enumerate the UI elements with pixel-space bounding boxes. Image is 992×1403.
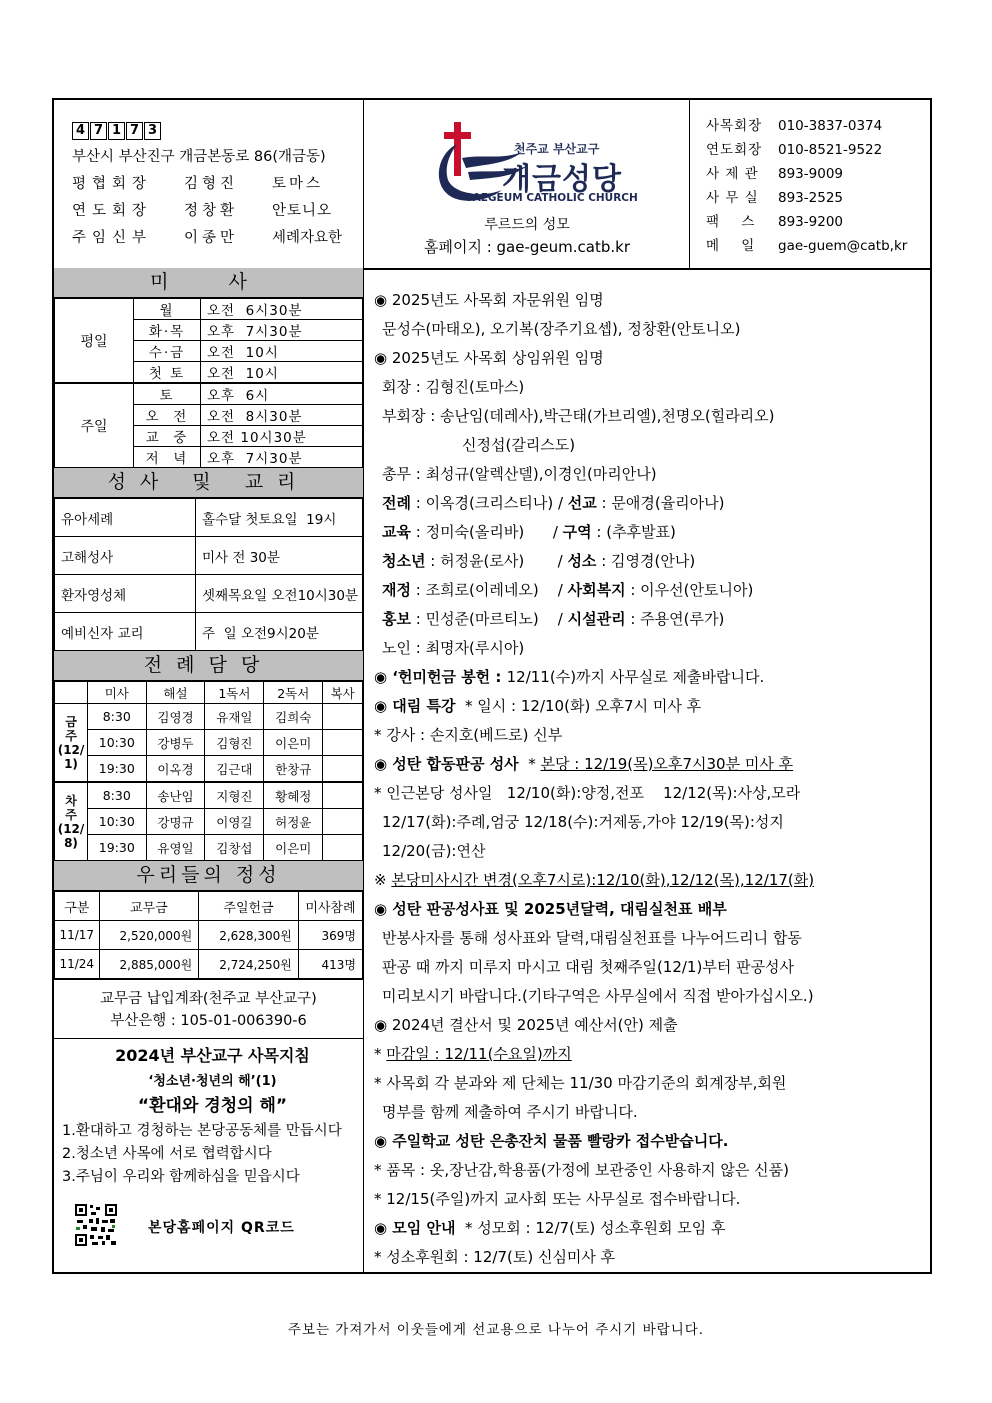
budget-deadline bbox=[374, 1040, 932, 1069]
altar-server bbox=[323, 730, 363, 756]
commentator: 송난임 bbox=[146, 782, 205, 809]
table-row bbox=[55, 950, 363, 979]
officer-name: 정창환 bbox=[184, 203, 239, 219]
contact-value: 893-9200 bbox=[778, 214, 843, 230]
contact-list bbox=[690, 100, 934, 268]
offering-notice bbox=[374, 663, 932, 692]
mass-day: 화·목 bbox=[134, 320, 201, 341]
mass-day: 저 녁 bbox=[134, 447, 201, 468]
table-row bbox=[55, 299, 363, 320]
offering-date: 11/24 bbox=[55, 950, 100, 979]
meeting-notice bbox=[374, 1214, 932, 1243]
notice-text: 부회장 : 송난임(데레사),박근태(가브리엘),천명오(힐라리오) bbox=[382, 407, 775, 425]
officer-row bbox=[72, 171, 363, 198]
column-header: 구분 bbox=[55, 892, 100, 921]
table-row bbox=[55, 835, 363, 861]
column-header: 주일헌금 bbox=[199, 892, 299, 921]
parish-logo-area bbox=[364, 100, 690, 268]
committee-member: : 이우선(안토니아) bbox=[625, 581, 754, 599]
notice-text: 명부를 함께 제출하여 주시기 바랍니다. bbox=[382, 1103, 638, 1121]
committee-row bbox=[374, 547, 932, 576]
table-row bbox=[55, 730, 363, 756]
committee-name: 교육 bbox=[382, 523, 411, 541]
zip-digit: 4 bbox=[72, 122, 89, 140]
sacrament-name: 환자영성체 bbox=[55, 575, 196, 613]
table-row bbox=[55, 575, 363, 613]
sunday-label: 주일 bbox=[55, 383, 134, 468]
mass-section-title: 미사 bbox=[54, 268, 363, 298]
altar-server bbox=[323, 782, 363, 809]
contact-row bbox=[706, 186, 934, 210]
committee-member: : 허정윤(로사) / bbox=[425, 552, 568, 570]
qr-code-icon[interactable] bbox=[74, 1203, 118, 1247]
notice-heading: ◉ 성탄 합동판공 성사 bbox=[374, 755, 519, 773]
account-number: 부산은행 : 105-01-006390-6 bbox=[110, 1013, 307, 1029]
committee-member: : 이옥경(크리스티나) / bbox=[410, 494, 568, 512]
mass-day: 오 전 bbox=[134, 405, 201, 426]
mass-day: 월 bbox=[134, 299, 201, 320]
committee-member: : (추후발표) bbox=[591, 523, 676, 541]
notice-bullet: * bbox=[374, 1045, 387, 1063]
offering-section-title: 우리들의 정성 bbox=[54, 861, 363, 891]
first-reader: 유재일 bbox=[205, 704, 264, 730]
officer-title: 주임신부 bbox=[72, 230, 153, 246]
contact-label: 연도회장 bbox=[706, 142, 763, 158]
mass-time: 오전 10시30분 bbox=[201, 426, 363, 447]
notice-heading: ◉ ‘헌미헌금 봉헌 : bbox=[374, 668, 507, 686]
notices-column bbox=[364, 268, 932, 1272]
column-header: 교무금 bbox=[99, 892, 199, 921]
altar-server bbox=[323, 756, 363, 783]
mass-time: 8:30 bbox=[88, 782, 147, 809]
notice-heading: ◉ 2025년도 사목회 상임위원 임명 bbox=[374, 349, 604, 367]
commentator: 유영일 bbox=[146, 835, 205, 861]
address: 부산시 부산진구 개금본동로 86(개금동) bbox=[72, 149, 326, 165]
notice-bullet: * bbox=[518, 755, 541, 773]
notice-text: 판공 때 까지 미루지 마시고 대림 첫째주일(12/1)부터 판공성사 bbox=[382, 958, 795, 976]
notice-text: 신정섭(갈리스도) bbox=[462, 436, 576, 454]
sacrament-schedule: 미사 전 30분 bbox=[196, 537, 363, 575]
parish-info bbox=[54, 100, 364, 268]
notice-heading: ◉ 2025년도 사목회 자문위원 임명 bbox=[374, 291, 604, 309]
notice-text: * 성소후원회 : 12/7(토) 신심미사 후 bbox=[374, 1248, 616, 1266]
pastoral-subtitle: ‘청소년·청년의 해’(1) bbox=[148, 1074, 277, 1089]
committee-name: 구역 bbox=[562, 523, 592, 541]
second-reader: 이은미 bbox=[264, 730, 323, 756]
table-row bbox=[55, 782, 363, 809]
sacrament-name: 고해성사 bbox=[55, 537, 196, 575]
homepage-url: 홈페이지 : gae-geum.catb.kr bbox=[423, 238, 630, 256]
left-column bbox=[54, 268, 364, 1274]
notice-text: 총무 : 최성규(알렉산델),이경인(마리안나) bbox=[382, 465, 657, 483]
contact-row bbox=[706, 114, 934, 138]
blank-cell bbox=[55, 682, 88, 704]
column-header: 미사 bbox=[88, 682, 147, 704]
contact-label: 사목회장 bbox=[706, 118, 763, 134]
committee-name: 시설관리 bbox=[567, 610, 626, 628]
sunday-offering-amount: 2,628,300원 bbox=[199, 921, 299, 950]
notice-text: 반봉사자를 통해 성사표와 달력,대림실천표를 나누어드리니 합동 bbox=[382, 929, 802, 947]
advent-lecture-notice bbox=[374, 692, 932, 721]
committee-member: : 문애경(율리아나) bbox=[596, 494, 725, 512]
offering-date: 11/17 bbox=[55, 921, 100, 950]
table-row bbox=[55, 499, 363, 537]
officer-baptismal: 안토니오 bbox=[272, 203, 333, 219]
table-row bbox=[55, 383, 363, 405]
sacrament-section-title: 성사 및 교리 bbox=[54, 468, 363, 498]
notice-text: 문성수(마태오), 오기복(장주기요셉), 정창환(안토니오) bbox=[382, 320, 741, 338]
table-row bbox=[55, 537, 363, 575]
second-reader: 허정윤 bbox=[264, 809, 323, 835]
mass-time: 19:30 bbox=[88, 835, 147, 861]
column-header: 해설 bbox=[146, 682, 205, 704]
committee-name: 선교 bbox=[567, 494, 597, 512]
mass-time: 오전 10시 bbox=[201, 341, 363, 362]
committee-member: : 정미숙(올리바) / bbox=[410, 523, 563, 541]
notice-heading: ◉ 모임 안내 bbox=[374, 1219, 456, 1237]
parish-name: 개금성당 bbox=[502, 162, 622, 197]
pastoral-item: 3.주님이 우리와 함께하심을 믿읍시다 bbox=[62, 1169, 300, 1185]
first-reader: 지형진 bbox=[205, 782, 264, 809]
committee-name: 성소 bbox=[567, 552, 597, 570]
notice-text: 노인 : 최명자(루시아) bbox=[382, 639, 525, 657]
notice-text: 12/17(화):주례,엄궁 12/18(수):거제동,가야 12/19(목):성지 bbox=[382, 813, 784, 831]
table-row bbox=[55, 809, 363, 835]
mass-time: 10:30 bbox=[88, 730, 147, 756]
parish-english-name: GAEGEUM CATHOLIC CHURCH bbox=[464, 192, 638, 204]
notice-bullet: ※ bbox=[374, 871, 392, 889]
officer-baptismal: 세례자요한 bbox=[272, 230, 343, 246]
contact-value: 010-3837-0374 bbox=[778, 118, 883, 134]
commentator: 이옥경 bbox=[146, 756, 205, 783]
notice-heading: ◉ 주일학교 성탄 은총잔치 물품 빨랑카 접수받습니다. bbox=[374, 1132, 729, 1150]
notice-text: 본당 : 12/19(목)오후7시30분 미사 후 bbox=[540, 755, 794, 773]
contact-label: 사 무 실 bbox=[706, 190, 759, 206]
diocese-name: 천주교 부산교구 bbox=[514, 142, 600, 156]
notice-text: 미리보시기 바랍니다.(기타구역은 사무실에서 직접 받아가십시오.) bbox=[382, 987, 814, 1005]
committee-member: : 주용연(루가) bbox=[625, 610, 725, 628]
officer-name: 김형진 bbox=[184, 176, 239, 192]
contact-row bbox=[706, 138, 934, 162]
officer-name: 이종만 bbox=[184, 230, 239, 246]
notice-text: * 12/15(주일)까지 교사회 또는 사무실로 접수바랍니다. bbox=[374, 1190, 741, 1208]
weekday-label: 평일 bbox=[55, 299, 134, 384]
table-row bbox=[55, 682, 363, 704]
contact-value: gae-guem@catb,kr bbox=[778, 238, 908, 254]
offering-table bbox=[54, 891, 363, 979]
mass-time: 오전 6시30분 bbox=[201, 299, 363, 320]
first-reader: 김창섭 bbox=[205, 835, 264, 861]
mass-time: 오후 7시30분 bbox=[201, 320, 363, 341]
qr-code-label: 본당홈페이지 QR코드 bbox=[148, 1220, 295, 1236]
liturgy-duty-table bbox=[54, 681, 363, 861]
contact-value: 893-9009 bbox=[778, 166, 843, 182]
table-row bbox=[55, 756, 363, 783]
mass-time: 8:30 bbox=[88, 704, 147, 730]
committee-name: 사회복지 bbox=[567, 581, 626, 599]
sacrament-schedule: 주 일 오전9시20분 bbox=[196, 613, 363, 651]
officer-row bbox=[72, 225, 363, 252]
notice-text: * 일시 : 12/10(화) 오후7시 미사 후 bbox=[455, 697, 702, 715]
table-row bbox=[55, 613, 363, 651]
committee-member: : 조희로(이레네오) / bbox=[410, 581, 568, 599]
sacrament-schedule: 홀수달 첫토요일 19시 bbox=[196, 499, 363, 537]
table-row bbox=[55, 921, 363, 950]
committee-member: : 민성준(마르티노) / bbox=[410, 610, 568, 628]
penance-notice bbox=[374, 750, 932, 779]
column-header: 1독서 bbox=[205, 682, 264, 704]
second-reader: 한창규 bbox=[264, 756, 323, 783]
sacrament-table bbox=[54, 498, 363, 651]
officer-baptismal: 토마스 bbox=[272, 176, 324, 192]
notice-heading: ◉ 2024년 결산서 및 2025년 예산서(안) 제출 bbox=[374, 1016, 678, 1034]
sacrament-schedule: 셋째목요일 오전10시30분 bbox=[196, 575, 363, 613]
pastoral-item: 2.청소년 사목에 서로 협력합시다 bbox=[62, 1146, 272, 1162]
contact-row bbox=[706, 210, 934, 234]
mass-day: 토 bbox=[134, 383, 201, 405]
notice-text: * 강사 : 손지호(베드로) 신부 bbox=[374, 726, 563, 744]
column-header: 복사 bbox=[323, 682, 363, 704]
committee-member: : 김영경(안나) bbox=[596, 552, 696, 570]
table-row bbox=[55, 704, 363, 730]
zip-digit: 7 bbox=[90, 122, 107, 140]
first-reader: 이영길 bbox=[205, 809, 264, 835]
committee-name: 전례 bbox=[382, 494, 411, 512]
officer-title: 연도회장 bbox=[72, 203, 153, 219]
zip-digit: 7 bbox=[126, 122, 143, 140]
contact-label: 사 제 관 bbox=[706, 166, 759, 182]
mass-time: 19:30 bbox=[88, 756, 147, 783]
zip-digit: 1 bbox=[108, 122, 125, 140]
altar-server bbox=[323, 835, 363, 861]
contact-row bbox=[706, 234, 934, 258]
sunday-offering-amount: 2,724,250원 bbox=[199, 950, 299, 979]
mass-time: 오후 6시 bbox=[201, 383, 363, 405]
pastoral-guideline bbox=[54, 1039, 363, 1271]
first-reader: 김형진 bbox=[205, 730, 264, 756]
officer-row bbox=[72, 198, 363, 225]
footer-note: 주보는 가져가서 이웃들에게 선교용으로 나누어 주시기 바랍니다. bbox=[287, 1322, 705, 1338]
mass-time: 10:30 bbox=[88, 809, 147, 835]
sacrament-name: 유아세례 bbox=[55, 499, 196, 537]
second-reader: 김희숙 bbox=[264, 704, 323, 730]
notice-text: 회장 : 김형진(토마스) bbox=[382, 378, 525, 396]
committee-name: 청소년 bbox=[382, 552, 426, 570]
mass-day: 수·금 bbox=[134, 341, 201, 362]
mass-time: 오후 7시30분 bbox=[201, 447, 363, 468]
sacrament-name: 예비신자 교리 bbox=[55, 613, 196, 651]
mass-day: 교 중 bbox=[134, 426, 201, 447]
mass-time: 오전 10시 bbox=[201, 362, 363, 384]
week-label: 차 주 (12/ 8) bbox=[55, 782, 88, 861]
commentator: 김영경 bbox=[146, 704, 205, 730]
committee-row bbox=[374, 518, 932, 547]
contact-value: 010-8521-9522 bbox=[778, 142, 883, 158]
bank-account-info bbox=[54, 979, 363, 1039]
dues-amount: 2,520,000원 bbox=[99, 921, 199, 950]
bulletin-frame bbox=[52, 98, 932, 1274]
account-title: 교무금 납입계좌(천주교 부산교구) bbox=[100, 991, 317, 1007]
notice-text: 12/20(금):연산 bbox=[382, 842, 486, 860]
zip-digit: 3 bbox=[144, 122, 161, 140]
officer-title: 평협회장 bbox=[72, 176, 153, 192]
liturgy-section-title: 전례담당 bbox=[54, 651, 363, 681]
committee-row bbox=[374, 489, 932, 518]
second-reader: 황혜정 bbox=[264, 782, 323, 809]
commentator: 강명규 bbox=[146, 809, 205, 835]
mass-time-change-notice bbox=[374, 866, 932, 895]
mass-day: 첫 토 bbox=[134, 362, 201, 384]
attendance-count: 413명 bbox=[298, 950, 362, 979]
column-header: 미사참례 bbox=[298, 892, 362, 921]
notice-text: * 인근본당 성사일 12/10(화):양정,전포 12/12(목):사상,모라 bbox=[374, 784, 801, 802]
notice-text: 본당미사시간 변경(오후7시로):12/10(화),12/12(목),12/17(화) bbox=[391, 871, 815, 889]
week-label: 금 주 (12/ 1) bbox=[55, 704, 88, 783]
attendance-count: 369명 bbox=[298, 921, 362, 950]
pastoral-motto: “환대와 경청의 해” bbox=[137, 1096, 288, 1116]
zip-code bbox=[72, 122, 363, 140]
notice-heading: ◉ 성탄 판공성사표 및 2025년달력, 대림실천표 배부 bbox=[374, 900, 727, 918]
contact-label: 팩 스 bbox=[706, 214, 756, 230]
notice-text: 12/11(수)까지 사무실로 제출바랍니다. bbox=[506, 668, 765, 686]
committee-row bbox=[374, 576, 932, 605]
second-reader: 이은미 bbox=[264, 835, 323, 861]
pastoral-title: 2024년 부산교구 사목지침 bbox=[115, 1046, 310, 1065]
altar-server bbox=[323, 809, 363, 835]
notice-heading: ◉ 대림 특강 bbox=[374, 697, 456, 715]
patron-name: 루르드의 성모 bbox=[484, 217, 570, 233]
first-reader: 김근대 bbox=[205, 756, 264, 783]
contact-value: 893-2525 bbox=[778, 190, 843, 206]
notice-text: * 사목회 각 분과와 제 단체는 11/30 마감기준의 회계장부,회원 bbox=[374, 1074, 787, 1092]
column-header: 2독서 bbox=[264, 682, 323, 704]
notice-text: * 품목 : 옷,장난감,학용품(가정에 보관중인 사용하지 않은 신품) bbox=[374, 1161, 789, 1179]
altar-server bbox=[323, 704, 363, 730]
committee-row bbox=[374, 605, 932, 634]
notice-text: 마감일 : 12/11(수요일)까지 bbox=[386, 1045, 572, 1063]
mass-time: 오전 8시30분 bbox=[201, 405, 363, 426]
committee-name: 재정 bbox=[382, 581, 411, 599]
notice-text: * 성모회 : 12/7(토) 성소후원회 모임 후 bbox=[455, 1219, 726, 1237]
table-row bbox=[55, 892, 363, 921]
contact-row bbox=[706, 162, 934, 186]
pastoral-item: 1.환대하고 경청하는 본당공동체를 만듭시다 bbox=[62, 1123, 342, 1139]
committee-name: 홍보 bbox=[382, 610, 411, 628]
contact-label: 메 일 bbox=[706, 238, 756, 254]
mass-schedule-table bbox=[54, 298, 363, 468]
commentator: 강병두 bbox=[146, 730, 205, 756]
dues-amount: 2,885,000원 bbox=[99, 950, 199, 979]
